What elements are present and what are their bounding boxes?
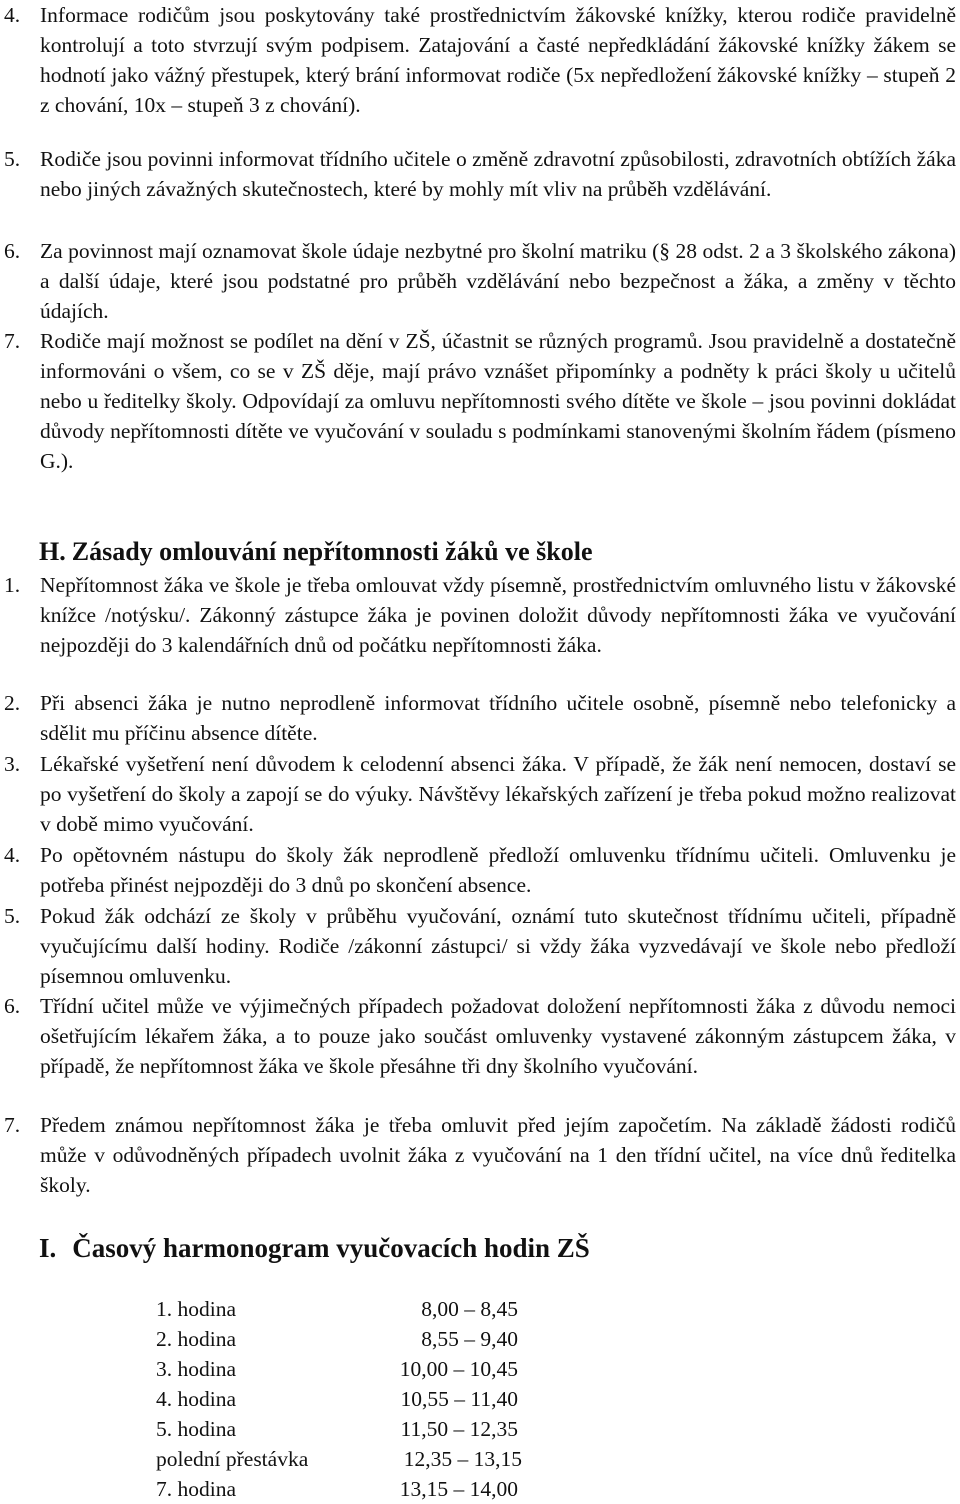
list-item: [4, 144, 956, 204]
item-number: 5.: [4, 904, 21, 928]
item-number: 4.: [4, 3, 21, 27]
item-number: 3.: [4, 752, 21, 776]
item-number: 6.: [4, 239, 21, 263]
item-number: 5.: [4, 147, 21, 171]
section-heading-i: [39, 1230, 590, 1266]
item-text: Po opětovném nástupu do školy žák neprodleně předloží omluvenku třídnímu učiteli. Omluvenku je potřeba přinést nejpozději do 3 dnů po skončení absence.: [40, 843, 956, 897]
period-time: 8,00 – 8,45: [421, 1297, 518, 1321]
list-item: [4, 840, 956, 900]
period-label: 4. hodina: [156, 1387, 237, 1411]
schedule-row: [156, 1354, 518, 1384]
item-number: 2.: [4, 691, 21, 715]
list-item: [4, 0, 956, 120]
item-text: Nepřítomnost žáka ve škole je třeba omlouvat vždy písemně, prostřednictvím omluvného listu v žákovské knížce /notýsku/. Zákonný zástupce žáka je povinen doložit důvody nepřítomnosti žáka ve vyučování nejpozději do 3 kalendářních dnů od počátku nepřítomnosti žáka.: [40, 573, 956, 657]
item-text: Lékařské vyšetření není důvodem k celodenní absenci žáka. V případě, že žák není nemocen, dostaví se po vyšetření do školy a zapojí se do výuky. Návštěvy lékařských zařízení je třeba pokud možno realizovat v době mimo vyučování.: [40, 752, 956, 836]
period-label: 1. hodina: [156, 1297, 237, 1321]
item-number: 7.: [4, 1113, 21, 1137]
period-time: 11,50 – 12,35: [400, 1417, 518, 1441]
item-text: Při absenci žáka je nutno neprodleně informovat třídního učitele osobně, písemně nebo telefonicky a sdělit mu příčinu absence dítěte.: [40, 691, 956, 745]
item-text: Rodiče jsou povinni informovat třídního učitele o změně zdravotní způsobilosti, zdravotních obtížích žáka nebo jiných závažných skutečnostech, které by mohly mít vliv na průběh vzdělávání.: [40, 147, 956, 201]
period-label: 3. hodina: [156, 1357, 237, 1381]
item-text: Předem známou nepřítomnost žáka je třeba omluvit před jejím započetím. Na základě žádosti rodičů může v odůvodněných případech uvolnit žáka z vyučování na 1 den třídní učitel, na více dnů ředitelka školy.: [40, 1113, 956, 1197]
schedule-row: [156, 1414, 518, 1444]
section-number: I.: [39, 1233, 57, 1263]
list-item: [4, 570, 956, 660]
schedule-row: [156, 1294, 518, 1324]
period-time: 10,55 – 11,40: [400, 1387, 518, 1411]
list-item: [4, 326, 956, 476]
section-title: Časový harmonogram vyučovacích hodin ZŠ: [72, 1233, 590, 1263]
list-item: [4, 749, 956, 839]
section-title: Zásady omlouvání nepřítomnosti žáků ve škole: [71, 537, 593, 566]
item-number: 4.: [4, 843, 21, 867]
schedule-row: [156, 1474, 518, 1504]
item-text: Pokud žák odchází ze školy v průběhu vyučování, oznámí tuto skutečnost třídnímu učiteli, případně vyučujícímu další hodiny. Rodiče /zákonní zástupci/ si vždy žáka vyzvedávají ve škole nebo předloží písemnou omluvenku.: [40, 904, 956, 988]
schedule-table: [156, 1294, 522, 1504]
item-number: 1.: [4, 573, 21, 597]
period-label: polední přestávka: [156, 1447, 309, 1471]
list-item: [4, 991, 956, 1081]
list-item: [4, 236, 956, 326]
item-text: Za povinnost mají oznamovat škole údaje nezbytné pro školní matriku (§ 28 odst. 2 a 3 školského zákona) a další údaje, které jsou podstatné pro průběh vzdělávání nebo bezpečnost a žáka, a změny v těchto údajích.: [40, 239, 956, 323]
period-time: 12,35 – 13,15: [403, 1447, 522, 1471]
period-label: 2. hodina: [156, 1327, 237, 1351]
list-item: [4, 901, 956, 991]
schedule-row: [156, 1324, 518, 1354]
item-number: 6.: [4, 994, 21, 1018]
period-label: 7. hodina: [156, 1477, 237, 1501]
period-time: 10,00 – 10,45: [399, 1357, 518, 1381]
section-heading-h: [39, 535, 593, 569]
period-label: 5. hodina: [156, 1417, 237, 1441]
period-time: 8,55 – 9,40: [421, 1327, 518, 1351]
list-item: [4, 1110, 956, 1200]
item-text: Rodiče mají možnost se podílet na dění v ZŠ, účastnit se různých programů. Jsou pravidelně a dostatečně informováni o všem, co se v ZŠ děje, mají právo vznášet připomínky a podněty k práci školy u učitelů nebo u ředitelky školy. Odpovídají za omluvu nepřítomnosti svého dítěte ve škole – jsou povinni dokládat důvody nepřítomnosti dítěte ve vyučování v souladu s podmínkami stanovenými školním řádem (písmeno G.).: [40, 329, 956, 473]
section-number: H.: [39, 537, 66, 566]
schedule-row: [156, 1384, 518, 1414]
list-item: [4, 688, 956, 748]
period-time: 13,15 – 14,00: [399, 1477, 518, 1501]
item-text: Třídní učitel může ve výjimečných případech požadovat doložení nepřítomnosti žáka z důvodu nemoci ošetřujícím lékařem žáka, a to pouze jako součást omluvenky vystavené zákonným zástupcem žáka, v případě, že nepřítomnost žáka ve škole přesáhne tři dny školního vyučování.: [40, 994, 956, 1078]
item-number: 7.: [4, 329, 21, 353]
schedule-row: [156, 1444, 522, 1474]
item-text: Informace rodičům jsou poskytovány také prostřednictvím žákovské knížky, kterou rodiče pravidelně kontrolují a toto stvrzují svým podpisem. Zatajování a časté nepředkládání žákovské knížky žákem se hodnotí jako vážný přestupek, který brání informovat rodiče (5x nepředložení žákovské knížky – stupeň 2 z chování, 10x – stupeň 3 z chování).: [40, 3, 956, 117]
